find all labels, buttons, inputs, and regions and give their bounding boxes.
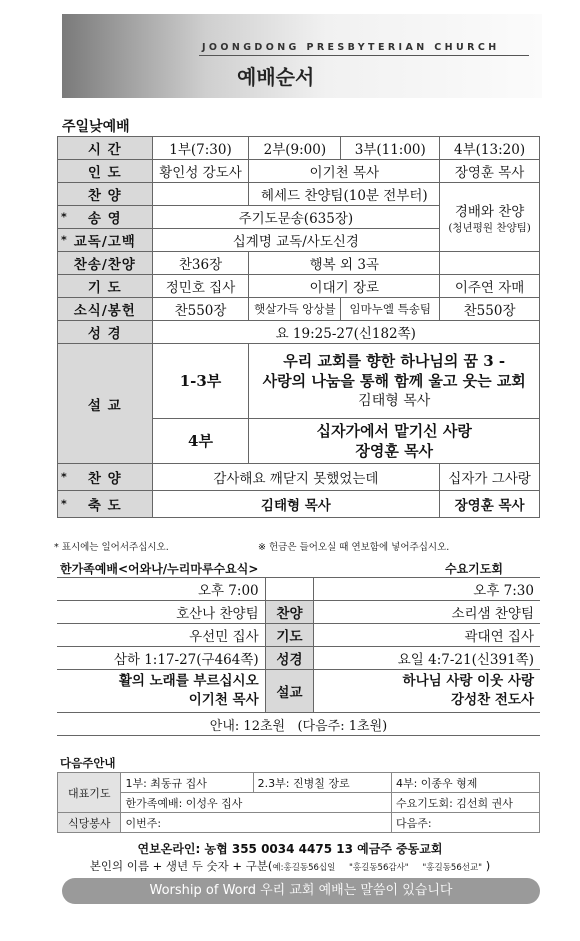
row-prayer-other (58, 793, 540, 813)
label-sermon: 설 교 (58, 344, 153, 464)
instruction-example-1: 예:홍길동56십일 (272, 863, 336, 873)
row-label-prayer: 기도 (265, 624, 314, 647)
sermon-title-a2: 사랑의 나눔을 통해 함께 울고 웃는 교회 (262, 372, 526, 390)
stand-note: * 표시에는 일어서주십시오. (54, 542, 169, 553)
worship-praise-part4 (440, 183, 540, 252)
label-benediction (58, 491, 153, 518)
next-week-table (57, 772, 540, 833)
online-offering-instruction (0, 858, 580, 874)
stand-marker: * (61, 470, 68, 484)
benediction-part123: 김태형 목사 (152, 491, 440, 518)
sermon-title-a1: 우리 교회를 향한 하나님의 꿈 3 - (283, 352, 506, 370)
label-confession-text: 교독/고백 (73, 234, 136, 250)
wednesday-service-title: 수요기도회 (445, 562, 503, 576)
family-service-prayer: 한가족예배: 이성우 집사 (121, 793, 392, 813)
stand-marker: * (61, 210, 68, 224)
family-sermon-preacher: 이기천 목사 (188, 692, 259, 708)
family-wednesday-table (57, 577, 540, 736)
offering-note: ※ 헌금은 들어오실 때 연보함에 넣어주십시오. (258, 542, 450, 553)
sermon-block-b (249, 419, 540, 464)
praise-part23: 헤세드 찬양팀(10분 전부터) (249, 183, 440, 206)
row-scripture (57, 647, 540, 670)
offering-part2: 햇살가득 앙상블 (249, 298, 341, 321)
page-title: 예배순서 (237, 65, 315, 89)
kitchen-next-week: 다음주: (391, 813, 539, 833)
label-praise: 찬 양 (58, 183, 153, 206)
row-prayer (58, 275, 540, 298)
leader-part4: 장영훈 목사 (440, 160, 540, 183)
family-praise: 호산나 찬양팀 (176, 606, 259, 622)
row-kitchen (58, 813, 540, 833)
wednesday-praise: 소리샘 찬양팀 (451, 606, 534, 622)
label-offering: 소식/봉헌 (58, 298, 153, 321)
prayer-part1: 정민호 집사 (152, 275, 249, 298)
scripture-text: 요 19:25-27(신182쪽) (152, 321, 539, 344)
church-name: JOONGDONG PRESBYTERIAN CHURCH (202, 42, 500, 53)
wednesday-prayer: 곽대연 집사 (464, 629, 534, 645)
stand-marker: * (61, 497, 68, 511)
benediction-part4: 장영훈 목사 (440, 491, 540, 518)
header-divider (199, 55, 529, 56)
confession-part123: 십계명 교독/사도신경 (152, 229, 440, 252)
instruction-example-2: "홍길동56감사" (349, 863, 409, 873)
offering-part3: 임마누엘 특송팀 (341, 298, 440, 321)
sermon-part-b: 4부 (152, 419, 249, 464)
label-prayer: 기 도 (58, 275, 153, 298)
row-sermon (57, 670, 540, 713)
prayer-part23: 이대기 장로 (249, 275, 440, 298)
row-praise (58, 183, 540, 206)
time-part1: 1부(7:30) (152, 137, 249, 160)
hymn-part23: 행복 외 3곡 (249, 252, 440, 275)
call-part123: 주기도문송(635장) (152, 206, 440, 229)
closing-hymn-part4: 십자가 그사랑 (440, 464, 540, 491)
section-title-sunday: 주일낮예배 (62, 119, 130, 135)
row-time (58, 137, 540, 160)
closing-hymn-part123: 감사해요 깨닫지 못했었는데 (152, 464, 440, 491)
header-banner (62, 14, 542, 98)
family-prayer: 우선민 집사 (189, 629, 259, 645)
prayer-part4: 이주연 자매 (440, 275, 540, 298)
family-time: 오후 7:00 (197, 583, 259, 599)
sermon-title-b: 십자가에서 맡기신 사랑 (316, 422, 472, 440)
label-leader: 인 도 (58, 160, 153, 183)
label-kitchen-service: 식당봉사 (58, 813, 121, 833)
wednesday-sermon (314, 670, 540, 713)
leader-part1: 황인성 강도사 (152, 160, 249, 183)
prayer-part1: 1부: 최동규 집사 (121, 773, 253, 793)
row-label-scripture: 성경 (265, 647, 314, 670)
row-prayer (57, 624, 540, 647)
label-call-text: 송 영 (87, 211, 122, 227)
sermon-preacher-a: 김태형 목사 (358, 393, 431, 409)
wednesday-sermon-title: 하나님 사랑 이웃 사랑 (402, 673, 534, 689)
sermon-preacher-b: 장영훈 목사 (355, 442, 434, 460)
instruction-main: 본인의 이름 + 생년 두 숫자 + 구분( (89, 859, 273, 873)
label-hymn: 찬송/찬양 (58, 252, 153, 275)
row-leader (58, 160, 540, 183)
instruction-close: ) (485, 859, 491, 873)
row-praise (57, 601, 540, 624)
instruction-example-3: "홍길동56선교" (422, 863, 483, 873)
footer-text: Worship of Word 우리 교회 예배는 말씀이 있습니다 (149, 883, 453, 898)
family-sermon (57, 670, 265, 713)
stand-marker: * (61, 233, 68, 247)
family-service-title: 한가족예배<어와나/누리마루수요식> (60, 562, 259, 576)
time-part2: 2부(9:00) (249, 137, 341, 160)
sunday-service-table (57, 136, 540, 518)
row-label-time (265, 578, 314, 601)
praise-part1 (152, 183, 249, 206)
row-scripture (58, 321, 540, 344)
family-scripture: 삼하 1:17-27(구464쪽) (113, 652, 259, 668)
row-sermon-a (58, 344, 540, 419)
row-benediction (58, 491, 540, 518)
label-time: 시 간 (58, 137, 153, 160)
hymn-part1: 찬36장 (152, 252, 249, 275)
worship-praise-line1: 경배와 찬양 (454, 203, 525, 220)
prayer-part4: 4부: 이종우 형제 (391, 773, 539, 793)
kitchen-this-week: 이번주: (121, 813, 392, 833)
online-offering-account: 연보온라인: 농협 355 0034 4475 13 예금주 중동교회 (137, 842, 443, 856)
row-time (57, 578, 540, 601)
label-call (58, 206, 153, 229)
sermon-part-a: 1-3부 (152, 344, 249, 419)
row-prayer-main (58, 773, 540, 793)
leader-part23: 이기천 목사 (249, 160, 440, 183)
label-scripture: 성 경 (58, 321, 153, 344)
row-hymn (58, 252, 540, 275)
family-sermon-title: 활의 노래를 부르십시오 (118, 673, 259, 689)
row-label-sermon: 설교 (265, 670, 314, 713)
row-offering (58, 298, 540, 321)
row-guide (57, 713, 540, 736)
guide-text: 안내: 12초원 (다음주: 1초원) (209, 718, 388, 734)
label-representative-prayer: 대표기도 (58, 773, 121, 813)
row-label-praise: 찬양 (265, 601, 314, 624)
wednesday-sermon-preacher: 강성찬 전도사 (451, 692, 534, 708)
label-closing-hymn-text: 찬 양 (87, 471, 122, 487)
worship-praise-line2: (청년평원 찬양팀) (448, 221, 531, 234)
time-part3: 3부(11:00) (341, 137, 440, 160)
wednesday-time: 오후 7:30 (473, 583, 534, 599)
time-part4: 4부(13:20) (440, 137, 540, 160)
row-closing-hymn (58, 464, 540, 491)
offering-part4: 찬550장 (440, 298, 540, 321)
label-confession (58, 229, 153, 252)
label-closing-hymn (58, 464, 153, 491)
label-benediction-text: 축 도 (87, 498, 122, 514)
prayer-part23: 2.3부: 진병칠 장로 (253, 773, 391, 793)
next-week-title: 다음주안내 (60, 756, 116, 770)
hymn-part4 (440, 252, 540, 275)
offering-part1: 찬550장 (152, 298, 249, 321)
sermon-block-a (249, 344, 540, 419)
wednesday-scripture: 요일 4:7-21(신391쪽) (397, 652, 534, 668)
wednesday-service-prayer: 수요기도회: 김선희 권사 (391, 793, 539, 813)
